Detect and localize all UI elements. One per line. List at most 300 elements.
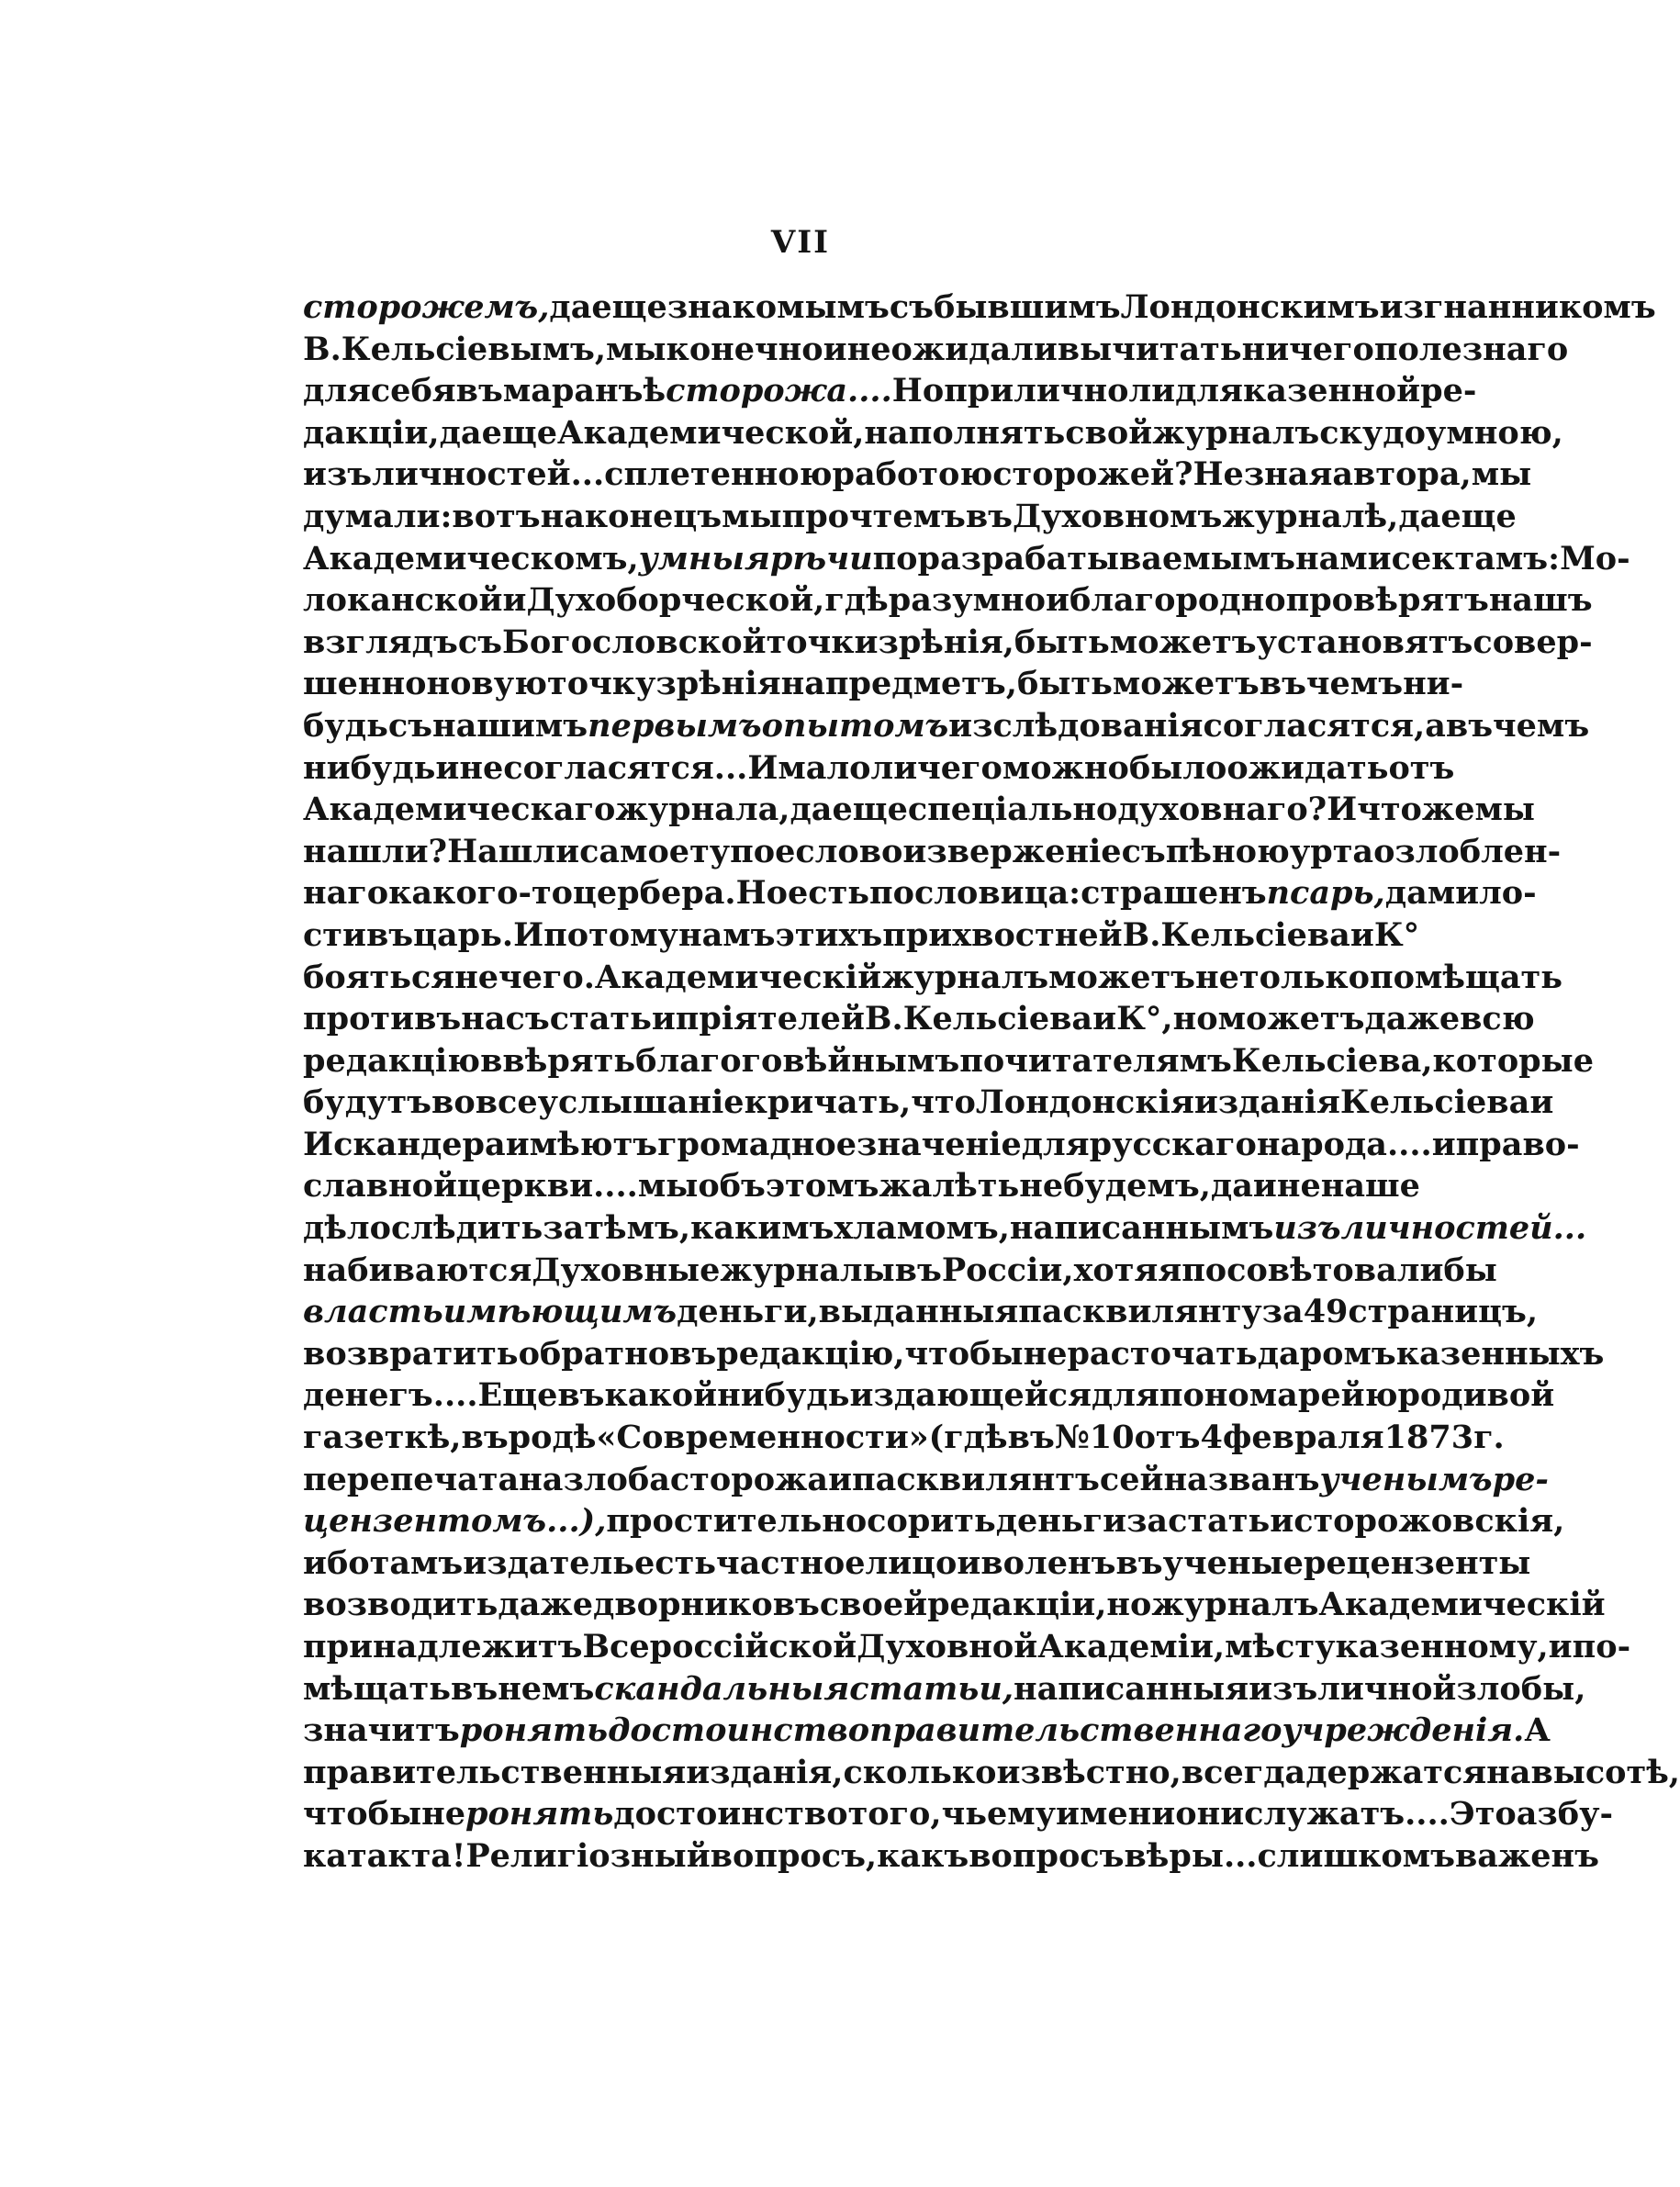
word: обратно bbox=[518, 1334, 670, 1373]
word: духовнаго? bbox=[1117, 791, 1327, 829]
word: во bbox=[431, 1083, 476, 1122]
word: автора, bbox=[1332, 455, 1472, 494]
text-line bbox=[303, 1793, 1614, 1835]
word: Нашли bbox=[447, 832, 580, 870]
word: воленъ bbox=[980, 1543, 1116, 1582]
word: сторожовскія, bbox=[1294, 1502, 1565, 1541]
word: И bbox=[513, 915, 544, 954]
word: такта! bbox=[346, 1836, 466, 1875]
word: чьему bbox=[941, 1795, 1057, 1834]
word: ре- bbox=[1420, 372, 1477, 410]
text-line bbox=[303, 1626, 1631, 1668]
word: значитъ bbox=[303, 1711, 460, 1750]
word: нашли? bbox=[303, 832, 448, 870]
word: Богословской bbox=[502, 622, 767, 661]
word: какого-то bbox=[388, 874, 574, 913]
word: бояться bbox=[303, 958, 455, 996]
word: цербера. bbox=[573, 874, 736, 913]
word: газеткѣ, bbox=[303, 1419, 462, 1457]
word: Лондонскія bbox=[975, 1083, 1194, 1122]
word: Лондонскимъ bbox=[1120, 288, 1380, 326]
word: своей bbox=[819, 1586, 928, 1624]
word: будь bbox=[303, 706, 388, 745]
word: лицо bbox=[865, 1543, 958, 1582]
word: церкви.... bbox=[456, 1167, 638, 1206]
word: еще bbox=[832, 791, 908, 829]
text-line bbox=[303, 1165, 1420, 1207]
word: чемъ bbox=[1305, 665, 1404, 703]
word: В. bbox=[864, 1000, 903, 1038]
word: Кельсіева bbox=[902, 1000, 1093, 1038]
word: можно bbox=[1002, 748, 1129, 787]
word: ли bbox=[1128, 372, 1176, 410]
text-line bbox=[303, 789, 1536, 831]
text-line bbox=[303, 1542, 1531, 1585]
word: и bbox=[823, 330, 847, 368]
word: нибудь bbox=[717, 1376, 850, 1415]
word: на bbox=[1486, 1753, 1531, 1791]
word: для bbox=[1021, 1125, 1090, 1163]
word: сторожа.... bbox=[666, 372, 892, 410]
word: локанской bbox=[303, 581, 503, 620]
word: ронять bbox=[465, 1795, 614, 1834]
word: Академіи, bbox=[1037, 1628, 1226, 1665]
word: злоба bbox=[563, 1460, 670, 1498]
word: прилично bbox=[944, 372, 1129, 410]
word: К°, bbox=[1116, 1000, 1173, 1038]
word: же bbox=[1421, 791, 1475, 829]
word: точки bbox=[766, 622, 879, 661]
word: г. bbox=[1473, 1419, 1505, 1457]
word: скудоумною, bbox=[1319, 413, 1563, 452]
word: Мо- bbox=[1560, 539, 1630, 578]
word: пасквилянту bbox=[1018, 1293, 1262, 1331]
word: дакціи, bbox=[303, 413, 440, 452]
word: въ bbox=[461, 1419, 509, 1457]
word: изъ bbox=[1249, 1669, 1318, 1708]
word: съ bbox=[387, 706, 433, 745]
word: совер- bbox=[1473, 622, 1593, 661]
word: изгнанникомъ bbox=[1379, 288, 1656, 326]
word: которые bbox=[1432, 1041, 1594, 1080]
word: точку bbox=[547, 665, 656, 703]
word: не bbox=[1019, 1167, 1064, 1206]
word: отъ bbox=[1134, 1419, 1201, 1457]
word: согласятся, bbox=[1203, 706, 1426, 745]
word: быть bbox=[1016, 665, 1113, 703]
word: ученые bbox=[1162, 1543, 1304, 1582]
word: 4 bbox=[1200, 1419, 1223, 1457]
word: сторожемъ, bbox=[303, 288, 550, 326]
word: еще bbox=[591, 288, 667, 326]
word: русскаго bbox=[1089, 1125, 1257, 1163]
text-line bbox=[303, 579, 1593, 622]
word: но bbox=[1172, 1000, 1218, 1038]
word: всеуслышаніе bbox=[475, 1083, 745, 1122]
word: ка bbox=[303, 1836, 347, 1875]
text-line bbox=[303, 1584, 1606, 1626]
word: въ bbox=[669, 1334, 717, 1373]
word: этомъ bbox=[765, 1167, 879, 1206]
text-line bbox=[303, 1417, 1505, 1459]
word: будемъ, bbox=[1063, 1167, 1211, 1206]
word: частное bbox=[716, 1543, 866, 1582]
word: и bbox=[1548, 1628, 1573, 1665]
word: мило- bbox=[1427, 874, 1537, 913]
word: и bbox=[1529, 1083, 1554, 1122]
word: Кельсіева, bbox=[1231, 1041, 1433, 1080]
word: въ bbox=[1007, 1419, 1055, 1457]
word: служатъ.... bbox=[1244, 1795, 1450, 1834]
word: есть bbox=[633, 1543, 717, 1582]
word: хотя bbox=[1073, 1251, 1159, 1289]
text-line bbox=[303, 1374, 1555, 1417]
word: Академическій bbox=[1318, 1586, 1606, 1624]
word: да bbox=[1210, 1167, 1253, 1206]
word: пословица: bbox=[869, 874, 1081, 913]
word: ре- bbox=[1492, 1460, 1549, 1498]
word: да bbox=[549, 288, 592, 326]
word: редакцію bbox=[303, 1041, 481, 1080]
word: Кельсіевымъ, bbox=[341, 330, 607, 368]
word: издающейся bbox=[849, 1376, 1092, 1415]
word: статьи bbox=[1168, 1502, 1294, 1541]
word: значеніе bbox=[857, 1125, 1022, 1163]
word: противъ bbox=[303, 1000, 462, 1038]
word: а bbox=[1425, 706, 1446, 745]
word: Россіи, bbox=[941, 1251, 1074, 1289]
word: возводить bbox=[303, 1586, 498, 1624]
word: чего bbox=[917, 748, 1002, 787]
word: достоинство bbox=[613, 1795, 848, 1834]
word: ожидать bbox=[1226, 748, 1389, 787]
word: статьи, bbox=[849, 1669, 1014, 1708]
word: быть bbox=[1014, 622, 1110, 661]
word: слишкомъ bbox=[1257, 1836, 1455, 1875]
word: всю bbox=[1460, 1000, 1535, 1038]
word: жалѣть bbox=[879, 1167, 1020, 1206]
word: Духовные bbox=[532, 1251, 721, 1289]
word: вотъ bbox=[452, 497, 541, 535]
word: хламомъ, bbox=[834, 1209, 1010, 1248]
word: благоговѣйнымъ bbox=[635, 1041, 960, 1080]
word: мѣсту bbox=[1225, 1628, 1336, 1665]
word: Кельсіева bbox=[1160, 915, 1350, 954]
text-line bbox=[303, 454, 1532, 496]
word: провѣрятъ bbox=[1285, 581, 1489, 620]
word: дворниковъ bbox=[593, 1586, 820, 1624]
word: правительственныя bbox=[303, 1753, 687, 1791]
word: Академической, bbox=[557, 413, 865, 452]
word: первымъ bbox=[588, 706, 762, 745]
word: страшенъ bbox=[1081, 874, 1267, 913]
word: даже bbox=[1364, 1000, 1461, 1038]
word: рта bbox=[1310, 832, 1374, 870]
text-line bbox=[303, 1710, 1551, 1752]
word: ничего bbox=[1241, 330, 1374, 368]
word: В. bbox=[1122, 915, 1161, 954]
word: и bbox=[502, 581, 527, 620]
word: сторожей? bbox=[992, 455, 1193, 494]
word: словоизверженіе bbox=[795, 832, 1122, 870]
text-line bbox=[303, 1835, 1600, 1878]
word: всегда bbox=[1181, 1753, 1306, 1791]
word: съ bbox=[1121, 832, 1166, 870]
word: слѣдить bbox=[390, 1209, 543, 1248]
word: почитателямъ bbox=[959, 1041, 1232, 1080]
word: власть bbox=[303, 1293, 443, 1331]
word: ввѣрять bbox=[480, 1041, 636, 1080]
word: держатся bbox=[1305, 1753, 1487, 1791]
word: потому bbox=[543, 915, 678, 954]
word: и bbox=[1431, 1125, 1456, 1163]
word: названъ bbox=[1163, 1460, 1320, 1498]
word: И bbox=[747, 748, 778, 787]
word: высотѣ, bbox=[1530, 1753, 1680, 1791]
word: благородно bbox=[1069, 581, 1286, 620]
text-line bbox=[303, 1291, 1539, 1333]
text-line bbox=[303, 622, 1593, 664]
word: вопросъ, bbox=[710, 1836, 878, 1875]
word: бы bbox=[1443, 1251, 1497, 1289]
word: спеціально bbox=[907, 791, 1118, 829]
word: личностей... bbox=[372, 455, 605, 494]
page-number: VII bbox=[770, 224, 831, 261]
word: на bbox=[780, 665, 825, 703]
word: сорить bbox=[867, 1502, 996, 1541]
text-line bbox=[303, 1333, 1605, 1375]
text-line bbox=[303, 538, 1630, 580]
word: наше bbox=[1320, 1167, 1420, 1206]
word: въ bbox=[965, 497, 1014, 535]
word: да bbox=[1398, 497, 1441, 535]
word: въ bbox=[894, 1251, 942, 1289]
word: извѣстно, bbox=[996, 1753, 1182, 1791]
word: въ bbox=[1259, 665, 1306, 703]
word: да bbox=[790, 791, 833, 829]
word: цензентомъ...), bbox=[303, 1502, 607, 1541]
word: и bbox=[1092, 1000, 1117, 1038]
word: въ bbox=[451, 1669, 498, 1708]
text-line bbox=[303, 1040, 1594, 1082]
word: вопросъ bbox=[969, 1836, 1125, 1875]
word: Духовной bbox=[857, 1628, 1038, 1665]
word: сплетенною bbox=[604, 455, 833, 494]
word: рѣчи bbox=[769, 539, 873, 578]
word: и bbox=[435, 748, 460, 787]
word: объ bbox=[698, 1167, 766, 1206]
word: сколько bbox=[843, 1753, 997, 1791]
word: съ bbox=[457, 622, 502, 661]
word: Еще bbox=[477, 1376, 558, 1415]
word: и bbox=[1350, 915, 1374, 954]
word: знакомымъ bbox=[666, 288, 890, 326]
word: и bbox=[1252, 1167, 1277, 1206]
word: выданныя bbox=[818, 1293, 1019, 1331]
word: но bbox=[1106, 1586, 1152, 1624]
word: имѣютъ bbox=[505, 1125, 658, 1163]
word: что bbox=[911, 1083, 976, 1122]
word: помѣщать bbox=[1370, 958, 1562, 996]
text-line bbox=[303, 1752, 1680, 1794]
word: посовѣтовали bbox=[1182, 1251, 1444, 1289]
word: намъ bbox=[678, 915, 776, 954]
word: еще bbox=[1440, 497, 1517, 535]
text-line bbox=[303, 998, 1535, 1040]
word: себя bbox=[370, 372, 456, 410]
word: разрабатываемымъ bbox=[917, 539, 1295, 578]
word: зрѣнія, bbox=[878, 622, 1014, 661]
word: журналъ bbox=[881, 958, 1049, 996]
word: изъ bbox=[303, 455, 373, 494]
word: этихъ bbox=[775, 915, 883, 954]
word: нашимъ bbox=[432, 706, 588, 745]
word: можетъ bbox=[1217, 1000, 1365, 1038]
text-line bbox=[303, 412, 1563, 454]
word: вѣры... bbox=[1124, 1836, 1258, 1875]
word: громадное bbox=[657, 1125, 857, 1163]
text-line bbox=[303, 286, 1656, 329]
word: согласятся... bbox=[503, 748, 748, 787]
word: имени bbox=[1056, 1795, 1176, 1834]
word: журналъ bbox=[1152, 413, 1320, 452]
word: журналъ bbox=[1151, 1586, 1319, 1624]
word: немъ bbox=[498, 1669, 595, 1708]
word: чемъ bbox=[1493, 706, 1590, 745]
word: пѣною bbox=[1165, 832, 1290, 870]
word: царь. bbox=[413, 915, 514, 954]
word: Искандера bbox=[303, 1125, 506, 1163]
word: нашъ bbox=[1488, 581, 1593, 620]
word: не bbox=[421, 1795, 465, 1834]
word: въ bbox=[1445, 706, 1494, 745]
word: у bbox=[1289, 832, 1311, 870]
word: тупое bbox=[689, 832, 796, 870]
word: статьи bbox=[549, 1000, 676, 1038]
word: Академическій bbox=[594, 958, 882, 996]
word: и bbox=[957, 1543, 981, 1582]
word: нечего. bbox=[454, 958, 595, 996]
word: тамъ bbox=[369, 1543, 464, 1582]
word: мы bbox=[1471, 455, 1532, 494]
word: какъ bbox=[877, 1836, 969, 1875]
word: 1873 bbox=[1383, 1419, 1474, 1457]
word: шенно bbox=[303, 665, 427, 703]
word: и bbox=[1046, 581, 1070, 620]
text-line bbox=[303, 705, 1590, 747]
word: Но bbox=[735, 874, 788, 913]
word: (гдѣ bbox=[928, 1419, 1008, 1457]
word: для bbox=[1091, 1376, 1159, 1415]
word: ни- bbox=[1403, 665, 1464, 703]
body-text bbox=[303, 286, 1680, 1878]
word: мы bbox=[606, 330, 666, 368]
word: 10 bbox=[1089, 1419, 1135, 1457]
word: для bbox=[303, 372, 371, 410]
word: юродивой bbox=[1364, 1376, 1555, 1415]
word: изъ bbox=[1273, 1209, 1341, 1248]
word: отъ bbox=[1388, 748, 1455, 787]
word: родѣ bbox=[508, 1419, 597, 1457]
text-line bbox=[303, 663, 1464, 705]
word: имѣющимъ bbox=[442, 1293, 678, 1331]
word: и bbox=[828, 1460, 853, 1498]
word: озлоблен- bbox=[1373, 832, 1562, 870]
word: страницъ, bbox=[1348, 1293, 1539, 1331]
word: за bbox=[1261, 1293, 1304, 1331]
word: предметъ, bbox=[824, 665, 1017, 703]
word: свой bbox=[1065, 413, 1153, 452]
word: К° bbox=[1373, 915, 1420, 954]
word: только bbox=[1238, 958, 1370, 996]
word: издатель bbox=[463, 1543, 634, 1582]
word: набиваются bbox=[303, 1251, 532, 1289]
word: мы bbox=[722, 497, 782, 535]
word: сторожа bbox=[669, 1460, 829, 1498]
text-line bbox=[303, 1082, 1554, 1124]
word: мы bbox=[637, 1167, 699, 1206]
word: учрежденія. bbox=[1282, 1711, 1525, 1750]
word: И bbox=[1327, 791, 1358, 829]
word: псарь, bbox=[1266, 874, 1385, 913]
word: Это bbox=[1449, 1795, 1517, 1834]
word: тѣмъ, bbox=[584, 1209, 691, 1248]
word: Духовномъ bbox=[1013, 497, 1223, 535]
word: есть bbox=[788, 874, 870, 913]
word: того, bbox=[847, 1795, 942, 1834]
word: прихвостней bbox=[882, 915, 1123, 954]
word: Всероссійской bbox=[582, 1628, 857, 1665]
word: въ bbox=[1115, 1543, 1163, 1582]
word: изслѣдованія bbox=[948, 706, 1204, 745]
word: Академическаго bbox=[303, 791, 616, 829]
word: самое bbox=[579, 832, 690, 870]
word: журналѣ, bbox=[1222, 497, 1399, 535]
word: нерасточать bbox=[1023, 1334, 1258, 1373]
word: не bbox=[459, 748, 504, 787]
word: я bbox=[1158, 1251, 1182, 1289]
word: злобы, bbox=[1456, 1669, 1586, 1708]
text-line bbox=[303, 1207, 1587, 1250]
word: какимъ bbox=[690, 1209, 834, 1248]
word: азбу- bbox=[1516, 1795, 1614, 1834]
word: да bbox=[439, 413, 482, 452]
text-line bbox=[303, 957, 1562, 999]
text-line bbox=[303, 1459, 1549, 1501]
word: чтобы bbox=[303, 1795, 422, 1834]
text-line bbox=[303, 1250, 1497, 1292]
word: Кельсіева bbox=[1339, 1083, 1530, 1122]
word: ученымъ bbox=[1319, 1460, 1493, 1498]
word: правительственнаго bbox=[869, 1711, 1282, 1750]
word: разумно bbox=[888, 581, 1046, 620]
word: можетъ bbox=[1109, 622, 1257, 661]
word: чтобы bbox=[904, 1334, 1024, 1373]
word: славной bbox=[303, 1167, 457, 1206]
word: личностей... bbox=[1340, 1209, 1587, 1248]
word: ли bbox=[870, 748, 918, 787]
word: изданія, bbox=[686, 1753, 844, 1791]
word: конечно bbox=[666, 330, 823, 368]
word: вычитать bbox=[1057, 330, 1242, 368]
word: простительно bbox=[606, 1502, 868, 1541]
word: нибудь bbox=[303, 748, 436, 787]
word: деньги bbox=[995, 1502, 1127, 1541]
word: стивъ bbox=[303, 915, 414, 954]
text-line bbox=[303, 1668, 1586, 1710]
word: мы bbox=[1474, 791, 1536, 829]
word: будутъ bbox=[303, 1083, 432, 1122]
